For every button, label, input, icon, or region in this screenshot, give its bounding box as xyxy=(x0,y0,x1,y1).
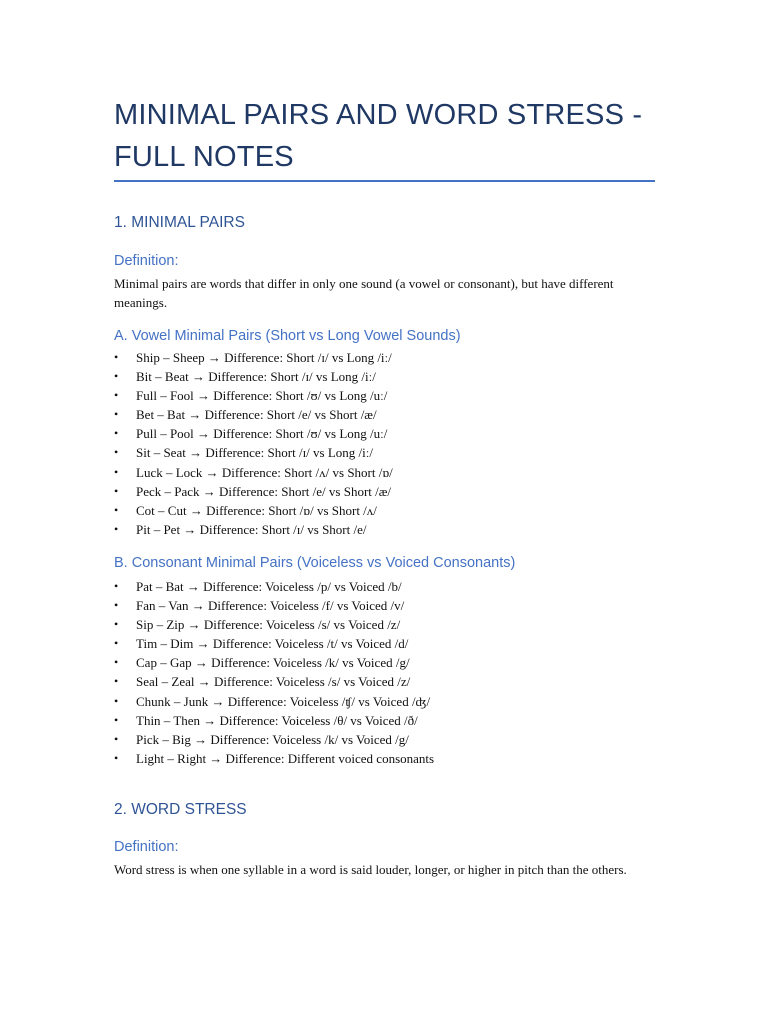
definition-label: Definition: xyxy=(114,839,179,855)
list-item: • Thin – Then → Difference: Voiceless /θ/ vs Voiced /ð/ xyxy=(114,711,434,730)
list-item: • Fan – Van → Difference: Voiceless /f/ vs Voiced /v/ xyxy=(114,596,434,615)
definition-text: Word stress is when one syllable in a word is said louder, longer, or higher in pitch than the others. xyxy=(114,862,627,877)
title-divider xyxy=(114,180,655,182)
list-item: • Chunk – Junk → Difference: Voiceless /ʧ/ vs Voiced /ʤ/ xyxy=(114,692,434,711)
bullet-icon: • xyxy=(114,674,119,689)
vowel-pairs-list xyxy=(114,348,393,539)
definition-text: Minimal pairs are words that differ in only one sound (a vowel or consonant), but have different meanings. xyxy=(114,276,614,310)
subsection-heading-vowel-pairs: A. Vowel Minimal Pairs (Short vs Long Vowel Sounds) xyxy=(114,328,461,344)
list-item: • Full – Fool → Difference: Short /ʊ/ vs Long /uː/ xyxy=(114,386,393,405)
subsection-heading-consonant-pairs: B. Consonant Minimal Pairs (Voiceless vs Voiced Consonants) xyxy=(114,555,516,571)
list-item: • Seal – Zeal → Difference: Voiceless /s/ vs Voiced /z/ xyxy=(114,672,434,691)
list-item: • Bit – Beat → Difference: Short /ɪ/ vs Long /iː/ xyxy=(114,367,393,386)
list-item: • Ship – Sheep → Difference: Short /ɪ/ vs Long /iː/ xyxy=(114,348,393,367)
bullet-icon: • xyxy=(114,693,119,708)
bullet-icon: • xyxy=(114,502,119,517)
page-title: MINIMAL PAIRS AND WORD STRESS - FULL NOTES xyxy=(114,99,643,173)
bullet-icon: • xyxy=(114,388,119,403)
list-item: • Luck – Lock → Difference: Short /ʌ/ vs Short /ɒ/ xyxy=(114,463,393,482)
bullet-icon: • xyxy=(114,369,119,384)
bullet-icon: • xyxy=(114,407,119,422)
bullet-icon: • xyxy=(114,445,119,460)
section-heading-word-stress: 2. WORD STRESS xyxy=(114,801,247,818)
bullet-icon: • xyxy=(114,426,119,441)
list-item: • Sip – Zip → Difference: Voiceless /s/ vs Voiced /z/ xyxy=(114,615,434,634)
bullet-icon: • xyxy=(114,750,119,765)
bullet-icon: • xyxy=(114,655,119,670)
bullet-icon: • xyxy=(114,731,119,746)
list-item: • Pick – Big → Difference: Voiceless /k/ vs Voiced /g/ xyxy=(114,730,434,749)
bullet-icon: • xyxy=(114,483,119,498)
list-item: • Bet – Bat → Difference: Short /e/ vs Short /æ/ xyxy=(114,405,393,424)
list-item: • Tim – Dim → Difference: Voiceless /t/ vs Voiced /d/ xyxy=(114,634,434,653)
bullet-icon: • xyxy=(114,521,119,536)
list-item: • Cap – Gap → Difference: Voiceless /k/ vs Voiced /g/ xyxy=(114,653,434,672)
list-item: • Pit – Pet → Difference: Short /ɪ/ vs Short /e/ xyxy=(114,520,393,539)
definition-label: Definition: xyxy=(114,253,179,269)
section-heading-minimal-pairs: 1. MINIMAL PAIRS xyxy=(114,214,245,231)
list-item: • Light – Right → Difference: Different voiced consonants xyxy=(114,749,434,768)
list-item: • Sit – Seat → Difference: Short /ɪ/ vs Long /iː/ xyxy=(114,443,393,462)
list-item: • Cot – Cut → Difference: Short /ɒ/ vs Short /ʌ/ xyxy=(114,501,393,520)
list-item: • Peck – Pack → Difference: Short /e/ vs Short /æ/ xyxy=(114,482,393,501)
bullet-icon: • xyxy=(114,579,119,593)
bullet-icon: • xyxy=(114,712,119,727)
bullet-icon: • xyxy=(114,617,119,632)
bullet-icon: • xyxy=(114,636,119,651)
bullet-icon: • xyxy=(114,598,119,613)
list-item: • Pat – Bat → Difference: Voiceless /p/ vs Voiced /b/ xyxy=(114,577,434,596)
bullet-icon: • xyxy=(114,464,119,479)
consonant-pairs-list xyxy=(114,577,434,768)
bullet-icon: • xyxy=(114,350,119,364)
list-item: • Pull – Pool → Difference: Short /ʊ/ vs Long /uː/ xyxy=(114,424,393,443)
